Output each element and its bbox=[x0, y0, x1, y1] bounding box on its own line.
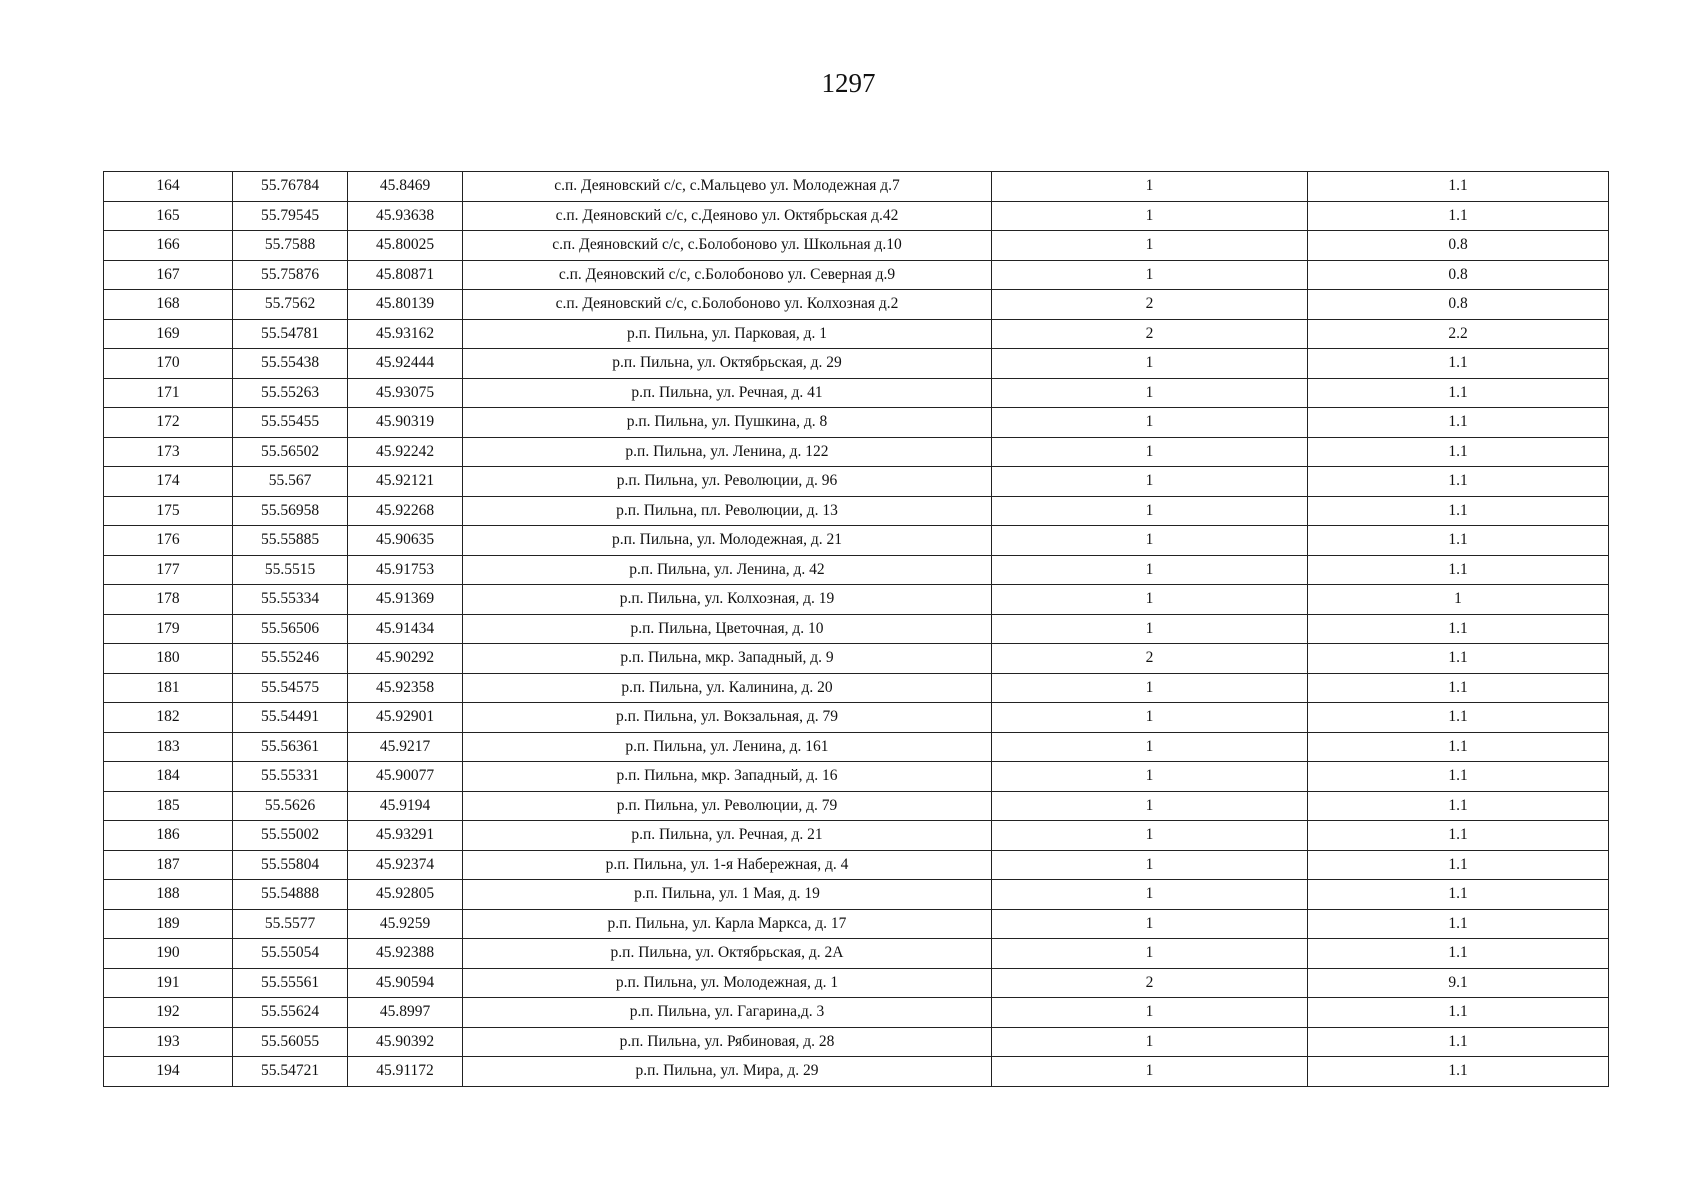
table-row bbox=[104, 349, 1609, 379]
address-cell: р.п. Пильна, ул. Мира, д. 29 bbox=[463, 1057, 992, 1087]
address-cell: р.п. Пильна, ул. Рябиновая, д. 28 bbox=[463, 1027, 992, 1057]
address-cell: р.п. Пильна, ул. Ленина, д. 42 bbox=[463, 555, 992, 585]
row-number-cell: 194 bbox=[104, 1057, 233, 1087]
container-volume-cell: 1 bbox=[1308, 585, 1609, 615]
longitude-cell: 45.93162 bbox=[348, 319, 463, 349]
longitude-cell: 45.93291 bbox=[348, 821, 463, 851]
latitude-cell: 55.55455 bbox=[233, 408, 348, 438]
table-row bbox=[104, 319, 1609, 349]
container-count-cell: 1 bbox=[992, 585, 1308, 615]
row-number-cell: 169 bbox=[104, 319, 233, 349]
table-row bbox=[104, 968, 1609, 998]
table-row bbox=[104, 408, 1609, 438]
longitude-cell: 45.9194 bbox=[348, 791, 463, 821]
address-cell: р.п. Пильна, ул. Молодежная, д. 21 bbox=[463, 526, 992, 556]
latitude-cell: 55.54491 bbox=[233, 703, 348, 733]
longitude-cell: 45.90392 bbox=[348, 1027, 463, 1057]
latitude-cell: 55.56361 bbox=[233, 732, 348, 762]
table-row bbox=[104, 998, 1609, 1028]
row-number-cell: 172 bbox=[104, 408, 233, 438]
row-number-cell: 186 bbox=[104, 821, 233, 851]
address-cell: р.п. Пильна, ул. 1 Мая, д. 19 bbox=[463, 880, 992, 910]
table-row bbox=[104, 260, 1609, 290]
longitude-cell: 45.91434 bbox=[348, 614, 463, 644]
row-number-cell: 179 bbox=[104, 614, 233, 644]
row-number-cell: 168 bbox=[104, 290, 233, 320]
address-cell: р.п. Пильна, мкр. Западный, д. 9 bbox=[463, 644, 992, 674]
latitude-cell: 55.55246 bbox=[233, 644, 348, 674]
table-row bbox=[104, 585, 1609, 615]
table-row bbox=[104, 1027, 1609, 1057]
row-number-cell: 173 bbox=[104, 437, 233, 467]
table-row bbox=[104, 673, 1609, 703]
container-volume-cell: 1.1 bbox=[1308, 880, 1609, 910]
container-count-cell: 2 bbox=[992, 968, 1308, 998]
container-volume-cell: 2.2 bbox=[1308, 319, 1609, 349]
latitude-cell: 55.55624 bbox=[233, 998, 348, 1028]
page-number: 1297 bbox=[821, 68, 876, 98]
row-number-cell: 182 bbox=[104, 703, 233, 733]
latitude-cell: 55.5626 bbox=[233, 791, 348, 821]
longitude-cell: 45.91369 bbox=[348, 585, 463, 615]
address-cell: р.п. Пильна, ул. Ленина, д. 161 bbox=[463, 732, 992, 762]
row-number-cell: 165 bbox=[104, 201, 233, 231]
container-count-cell: 2 bbox=[992, 644, 1308, 674]
table-row bbox=[104, 1057, 1609, 1087]
longitude-cell: 45.90077 bbox=[348, 762, 463, 792]
row-number-cell: 178 bbox=[104, 585, 233, 615]
container-volume-cell: 1.1 bbox=[1308, 349, 1609, 379]
container-count-cell: 1 bbox=[992, 703, 1308, 733]
longitude-cell: 45.92388 bbox=[348, 939, 463, 969]
container-sites-table bbox=[103, 171, 1609, 1087]
container-volume-cell: 1.1 bbox=[1308, 467, 1609, 497]
latitude-cell: 55.7588 bbox=[233, 231, 348, 261]
address-cell: р.п. Пильна, ул. Пушкина, д. 8 bbox=[463, 408, 992, 438]
container-volume-cell: 1.1 bbox=[1308, 998, 1609, 1028]
address-cell: р.п. Пильна, ул. Колхозная, д. 19 bbox=[463, 585, 992, 615]
row-number-cell: 190 bbox=[104, 939, 233, 969]
container-count-cell: 1 bbox=[992, 201, 1308, 231]
table-row bbox=[104, 201, 1609, 231]
row-number-cell: 183 bbox=[104, 732, 233, 762]
address-cell: с.п. Деяновский с/с, с.Мальцево ул. Молодежная д.7 bbox=[463, 172, 992, 202]
container-volume-cell: 1.1 bbox=[1308, 644, 1609, 674]
longitude-cell: 45.90292 bbox=[348, 644, 463, 674]
container-count-cell: 1 bbox=[992, 378, 1308, 408]
container-count-cell: 1 bbox=[992, 555, 1308, 585]
longitude-cell: 45.93638 bbox=[348, 201, 463, 231]
row-number-cell: 189 bbox=[104, 909, 233, 939]
address-cell: р.п. Пильна, ул. Октябрьская, д. 29 bbox=[463, 349, 992, 379]
row-number-cell: 176 bbox=[104, 526, 233, 556]
container-volume-cell: 1.1 bbox=[1308, 526, 1609, 556]
longitude-cell: 45.92374 bbox=[348, 850, 463, 880]
container-count-cell: 1 bbox=[992, 1027, 1308, 1057]
table-row bbox=[104, 437, 1609, 467]
row-number-cell: 164 bbox=[104, 172, 233, 202]
container-volume-cell: 1.1 bbox=[1308, 555, 1609, 585]
latitude-cell: 55.54888 bbox=[233, 880, 348, 910]
container-volume-cell: 1.1 bbox=[1308, 821, 1609, 851]
latitude-cell: 55.5515 bbox=[233, 555, 348, 585]
container-volume-cell: 1.1 bbox=[1308, 939, 1609, 969]
container-volume-cell: 1.1 bbox=[1308, 1057, 1609, 1087]
longitude-cell: 45.92444 bbox=[348, 349, 463, 379]
latitude-cell: 55.55263 bbox=[233, 378, 348, 408]
address-cell: р.п. Пильна, Цветочная, д. 10 bbox=[463, 614, 992, 644]
row-number-cell: 171 bbox=[104, 378, 233, 408]
longitude-cell: 45.90319 bbox=[348, 408, 463, 438]
container-volume-cell: 1.1 bbox=[1308, 437, 1609, 467]
row-number-cell: 170 bbox=[104, 349, 233, 379]
latitude-cell: 55.567 bbox=[233, 467, 348, 497]
table-row bbox=[104, 880, 1609, 910]
latitude-cell: 55.55561 bbox=[233, 968, 348, 998]
row-number-cell: 188 bbox=[104, 880, 233, 910]
container-volume-cell: 9.1 bbox=[1308, 968, 1609, 998]
container-count-cell: 1 bbox=[992, 408, 1308, 438]
address-cell: р.п. Пильна, ул. Речная, д. 41 bbox=[463, 378, 992, 408]
container-volume-cell: 1.1 bbox=[1308, 201, 1609, 231]
longitude-cell: 45.8469 bbox=[348, 172, 463, 202]
container-count-cell: 1 bbox=[992, 526, 1308, 556]
address-cell: р.п. Пильна, пл. Революции, д. 13 bbox=[463, 496, 992, 526]
row-number-cell: 180 bbox=[104, 644, 233, 674]
row-number-cell: 175 bbox=[104, 496, 233, 526]
table-row bbox=[104, 496, 1609, 526]
row-number-cell: 185 bbox=[104, 791, 233, 821]
table-row bbox=[104, 762, 1609, 792]
container-count-cell: 1 bbox=[992, 791, 1308, 821]
container-volume-cell: 1.1 bbox=[1308, 673, 1609, 703]
row-number-cell: 167 bbox=[104, 260, 233, 290]
container-volume-cell: 1.1 bbox=[1308, 614, 1609, 644]
longitude-cell: 45.91172 bbox=[348, 1057, 463, 1087]
row-number-cell: 193 bbox=[104, 1027, 233, 1057]
longitude-cell: 45.8997 bbox=[348, 998, 463, 1028]
latitude-cell: 55.56502 bbox=[233, 437, 348, 467]
row-number-cell: 181 bbox=[104, 673, 233, 703]
container-count-cell: 1 bbox=[992, 821, 1308, 851]
container-volume-cell: 1.1 bbox=[1308, 850, 1609, 880]
container-count-cell: 2 bbox=[992, 319, 1308, 349]
table-row bbox=[104, 555, 1609, 585]
longitude-cell: 45.91753 bbox=[348, 555, 463, 585]
latitude-cell: 55.55334 bbox=[233, 585, 348, 615]
address-cell: с.п. Деяновский с/с, с.Болобоново ул. Северная д.9 bbox=[463, 260, 992, 290]
container-count-cell: 1 bbox=[992, 1057, 1308, 1087]
container-volume-cell: 0.8 bbox=[1308, 231, 1609, 261]
container-volume-cell: 1.1 bbox=[1308, 732, 1609, 762]
table-row bbox=[104, 939, 1609, 969]
container-count-cell: 1 bbox=[992, 349, 1308, 379]
address-cell: р.п. Пильна, мкр. Западный, д. 16 bbox=[463, 762, 992, 792]
table-row bbox=[104, 644, 1609, 674]
container-count-cell: 1 bbox=[992, 467, 1308, 497]
longitude-cell: 45.9217 bbox=[348, 732, 463, 762]
longitude-cell: 45.90594 bbox=[348, 968, 463, 998]
container-volume-cell: 1.1 bbox=[1308, 791, 1609, 821]
table-row bbox=[104, 791, 1609, 821]
table-row bbox=[104, 850, 1609, 880]
longitude-cell: 45.92268 bbox=[348, 496, 463, 526]
container-count-cell: 1 bbox=[992, 762, 1308, 792]
container-volume-cell: 1.1 bbox=[1308, 909, 1609, 939]
row-number-cell: 177 bbox=[104, 555, 233, 585]
latitude-cell: 55.7562 bbox=[233, 290, 348, 320]
container-count-cell: 1 bbox=[992, 437, 1308, 467]
address-cell: р.п. Пильна, ул. Калинина, д. 20 bbox=[463, 673, 992, 703]
address-cell: р.п. Пильна, ул. Революции, д. 96 bbox=[463, 467, 992, 497]
table-row bbox=[104, 378, 1609, 408]
address-cell: р.п. Пильна, ул. Ленина, д. 122 bbox=[463, 437, 992, 467]
table-row bbox=[104, 821, 1609, 851]
latitude-cell: 55.79545 bbox=[233, 201, 348, 231]
latitude-cell: 55.54781 bbox=[233, 319, 348, 349]
container-count-cell: 1 bbox=[992, 998, 1308, 1028]
container-count-cell: 1 bbox=[992, 496, 1308, 526]
container-volume-cell: 1.1 bbox=[1308, 172, 1609, 202]
latitude-cell: 55.55054 bbox=[233, 939, 348, 969]
latitude-cell: 55.76784 bbox=[233, 172, 348, 202]
address-cell: р.п. Пильна, ул. Вокзальная, д. 79 bbox=[463, 703, 992, 733]
table-row bbox=[104, 614, 1609, 644]
row-number-cell: 191 bbox=[104, 968, 233, 998]
longitude-cell: 45.93075 bbox=[348, 378, 463, 408]
row-number-cell: 187 bbox=[104, 850, 233, 880]
longitude-cell: 45.92358 bbox=[348, 673, 463, 703]
row-number-cell: 174 bbox=[104, 467, 233, 497]
container-count-cell: 1 bbox=[992, 673, 1308, 703]
table-row bbox=[104, 467, 1609, 497]
container-count-cell: 2 bbox=[992, 290, 1308, 320]
longitude-cell: 45.92805 bbox=[348, 880, 463, 910]
row-number-cell: 192 bbox=[104, 998, 233, 1028]
container-volume-cell: 0.8 bbox=[1308, 290, 1609, 320]
container-count-cell: 1 bbox=[992, 880, 1308, 910]
longitude-cell: 45.9259 bbox=[348, 909, 463, 939]
address-cell: с.п. Деяновский с/с, с.Болобоново ул. Колхозная д.2 bbox=[463, 290, 992, 320]
latitude-cell: 55.5577 bbox=[233, 909, 348, 939]
row-number-cell: 166 bbox=[104, 231, 233, 261]
address-cell: р.п. Пильна, ул. Молодежная, д. 1 bbox=[463, 968, 992, 998]
latitude-cell: 55.56958 bbox=[233, 496, 348, 526]
latitude-cell: 55.56055 bbox=[233, 1027, 348, 1057]
table-body bbox=[104, 172, 1609, 1087]
table-row bbox=[104, 909, 1609, 939]
container-volume-cell: 0.8 bbox=[1308, 260, 1609, 290]
container-count-cell: 1 bbox=[992, 172, 1308, 202]
table-row bbox=[104, 526, 1609, 556]
table-row bbox=[104, 703, 1609, 733]
container-count-cell: 1 bbox=[992, 260, 1308, 290]
longitude-cell: 45.80139 bbox=[348, 290, 463, 320]
address-cell: р.п. Пильна, ул. Революции, д. 79 bbox=[463, 791, 992, 821]
longitude-cell: 45.80871 bbox=[348, 260, 463, 290]
address-cell: р.п. Пильна, ул. 1-я Набережная, д. 4 bbox=[463, 850, 992, 880]
address-cell: р.п. Пильна, ул. Октябрьская, д. 2А bbox=[463, 939, 992, 969]
container-volume-cell: 1.1 bbox=[1308, 496, 1609, 526]
latitude-cell: 55.75876 bbox=[233, 260, 348, 290]
latitude-cell: 55.55331 bbox=[233, 762, 348, 792]
table-row bbox=[104, 732, 1609, 762]
container-count-cell: 1 bbox=[992, 231, 1308, 261]
row-number-cell: 184 bbox=[104, 762, 233, 792]
container-volume-cell: 1.1 bbox=[1308, 762, 1609, 792]
latitude-cell: 55.55885 bbox=[233, 526, 348, 556]
longitude-cell: 45.90635 bbox=[348, 526, 463, 556]
address-cell: с.п. Деяновский с/с, с.Болобоново ул. Школьная д.10 bbox=[463, 231, 992, 261]
longitude-cell: 45.92242 bbox=[348, 437, 463, 467]
container-count-cell: 1 bbox=[992, 614, 1308, 644]
container-count-cell: 1 bbox=[992, 732, 1308, 762]
address-cell: р.п. Пильна, ул. Гагарина,д. 3 bbox=[463, 998, 992, 1028]
latitude-cell: 55.54721 bbox=[233, 1057, 348, 1087]
address-cell: р.п. Пильна, ул. Речная, д. 21 bbox=[463, 821, 992, 851]
latitude-cell: 55.56506 bbox=[233, 614, 348, 644]
longitude-cell: 45.92901 bbox=[348, 703, 463, 733]
table-row bbox=[104, 231, 1609, 261]
container-count-cell: 1 bbox=[992, 909, 1308, 939]
latitude-cell: 55.55438 bbox=[233, 349, 348, 379]
address-cell: с.п. Деяновский с/с, с.Деяново ул. Октябрьская д.42 bbox=[463, 201, 992, 231]
address-cell: р.п. Пильна, ул. Карла Маркса, д. 17 bbox=[463, 909, 992, 939]
container-volume-cell: 1.1 bbox=[1308, 703, 1609, 733]
table-row bbox=[104, 172, 1609, 202]
container-volume-cell: 1.1 bbox=[1308, 1027, 1609, 1057]
container-volume-cell: 1.1 bbox=[1308, 408, 1609, 438]
address-cell: р.п. Пильна, ул. Парковая, д. 1 bbox=[463, 319, 992, 349]
longitude-cell: 45.80025 bbox=[348, 231, 463, 261]
container-volume-cell: 1.1 bbox=[1308, 378, 1609, 408]
latitude-cell: 55.55002 bbox=[233, 821, 348, 851]
latitude-cell: 55.55804 bbox=[233, 850, 348, 880]
table-row bbox=[104, 290, 1609, 320]
latitude-cell: 55.54575 bbox=[233, 673, 348, 703]
container-count-cell: 1 bbox=[992, 850, 1308, 880]
longitude-cell: 45.92121 bbox=[348, 467, 463, 497]
container-count-cell: 1 bbox=[992, 939, 1308, 969]
